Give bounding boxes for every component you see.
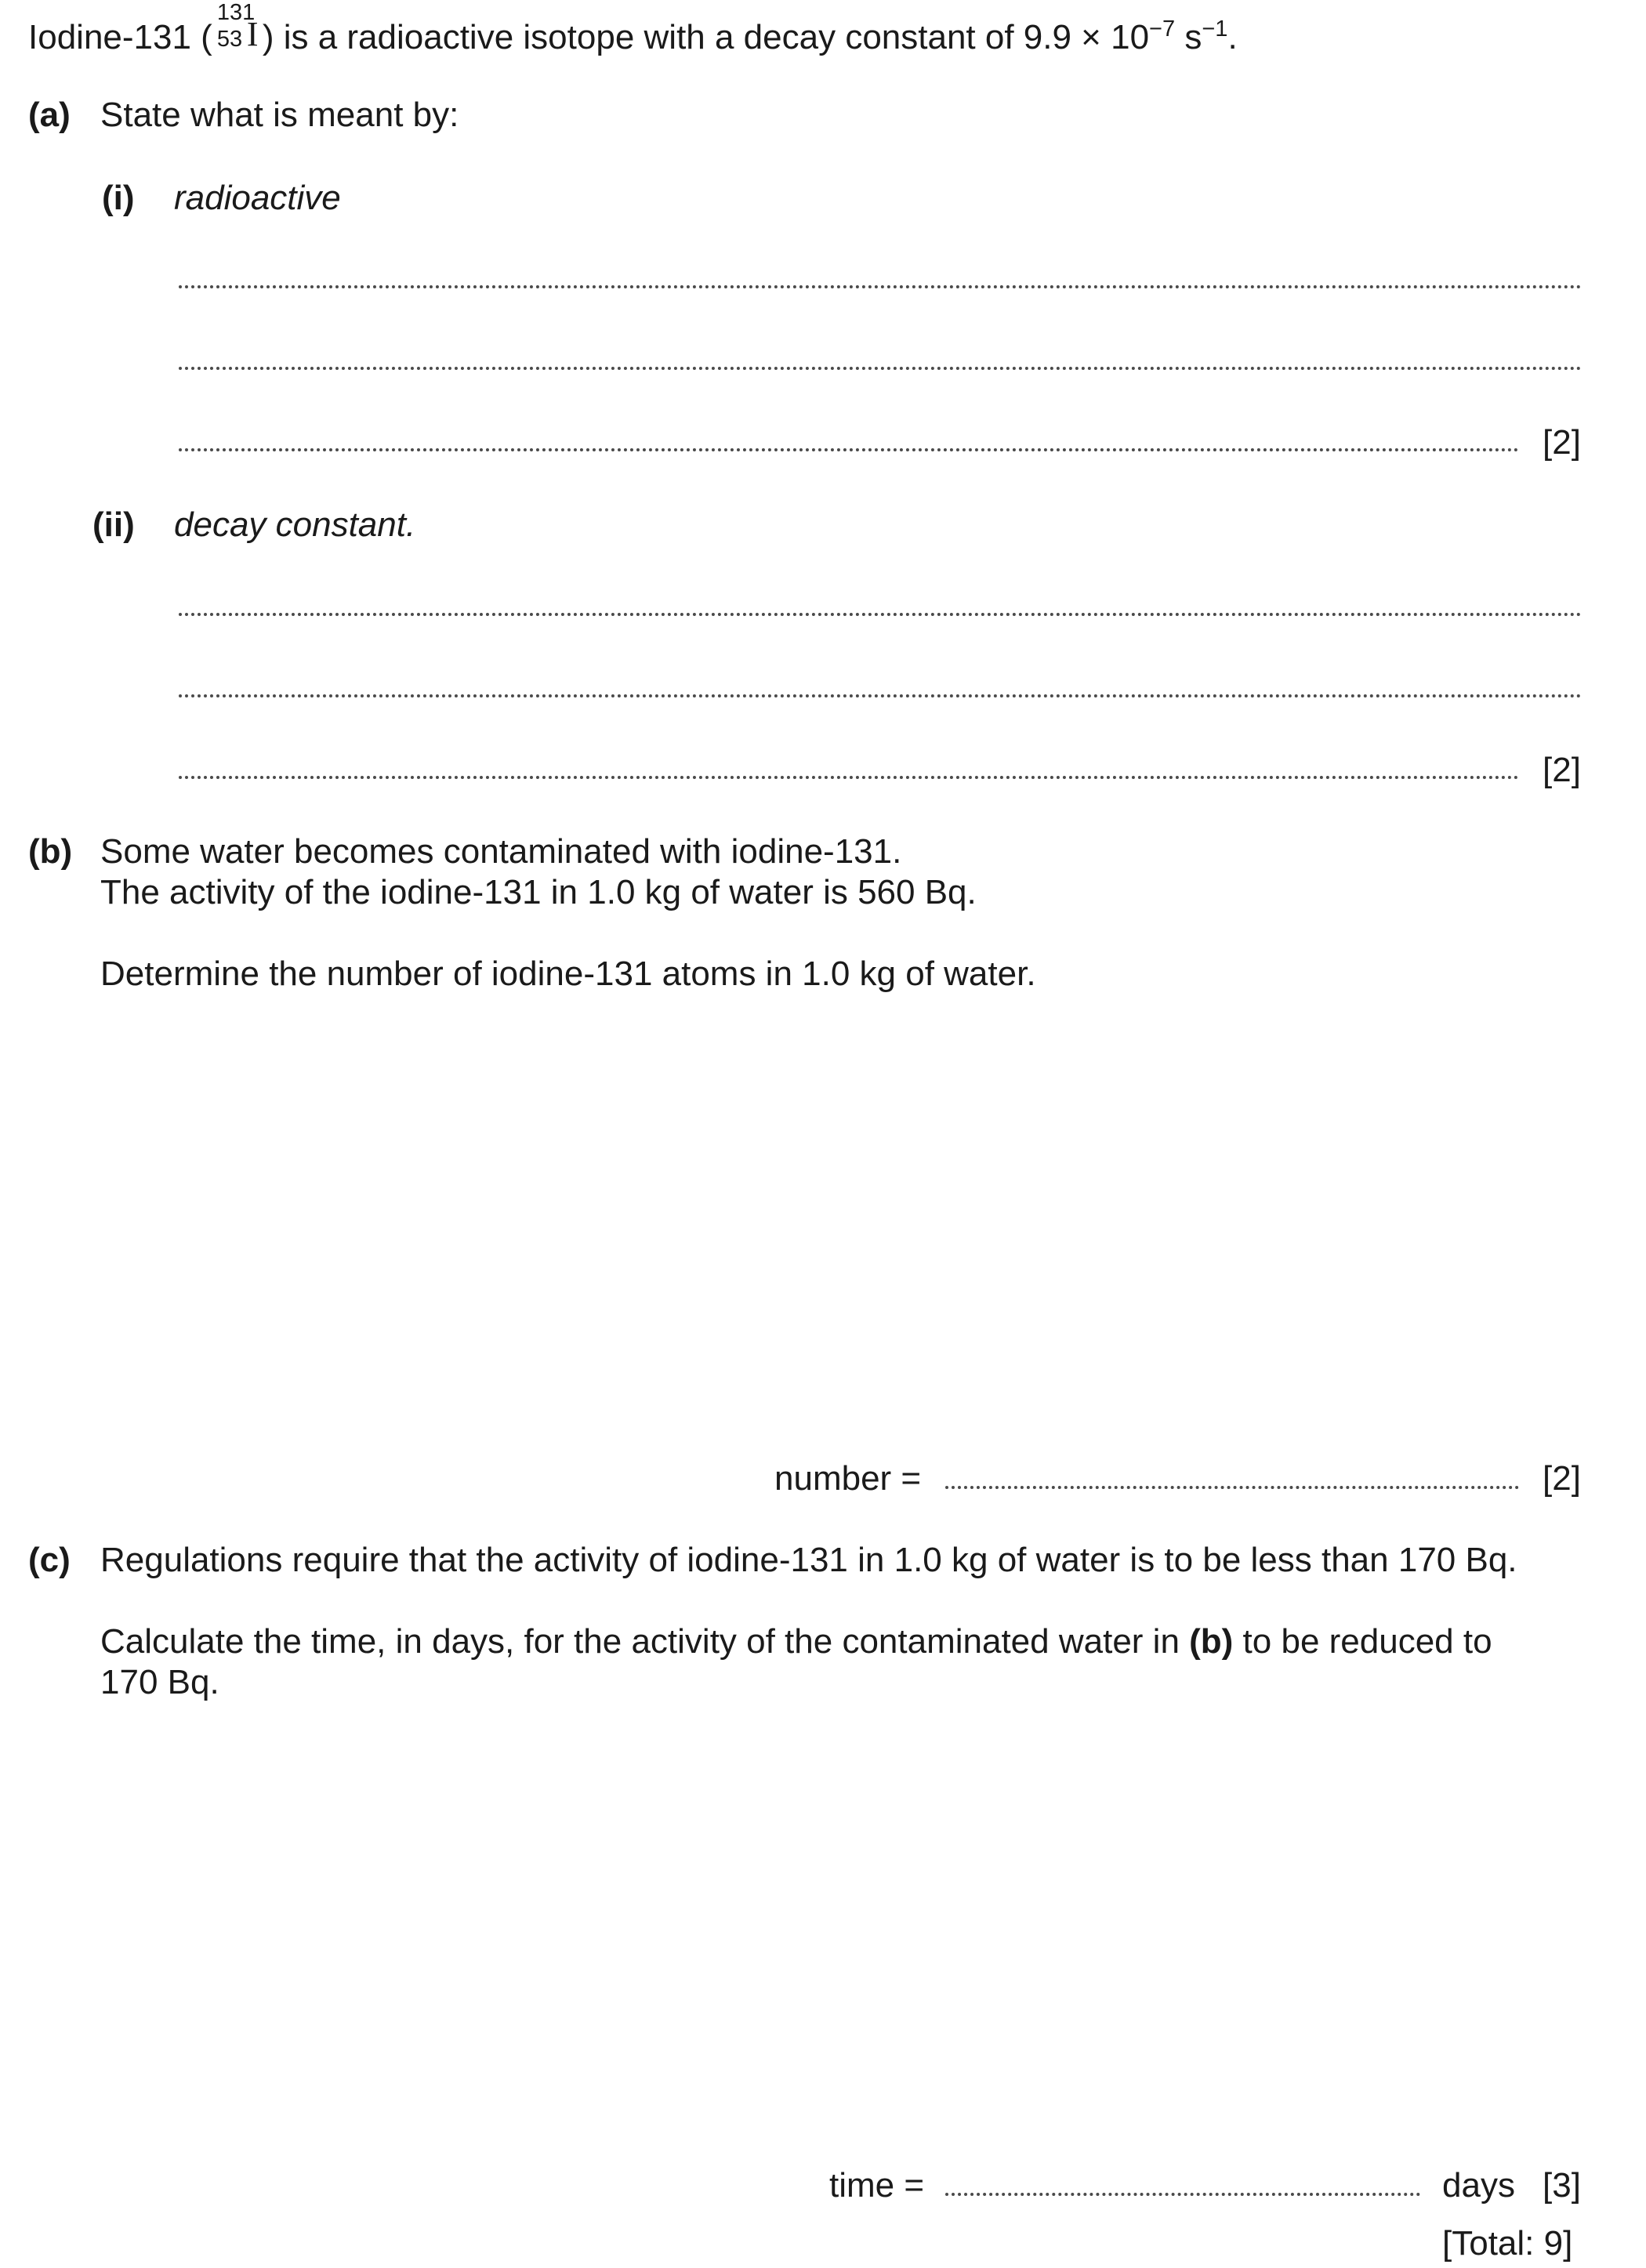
time-answer-label: time =: [829, 2166, 925, 2205]
answer-line[interactable]: [179, 776, 1519, 779]
part-a-ii-text: decay constant.: [174, 505, 416, 544]
exponent: −7: [1149, 16, 1176, 42]
answer-line[interactable]: [179, 448, 1519, 451]
part-a-text: State what is meant by:: [100, 96, 459, 134]
element-symbol: I: [246, 15, 259, 53]
part-c-instruction-line2: 170 Bq.: [100, 1663, 219, 1701]
part-b-line2: The activity of the iodine-131 in 1.0 kg of water is 560 Bq.: [100, 873, 977, 911]
intro-text-cont: ) is a radioactive isotope with a decay constant of 9.9 × 10: [262, 18, 1150, 56]
mass-number: 131: [216, 0, 256, 25]
intro-end: .: [1227, 18, 1238, 56]
part-b-instruction: Determine the number of iodine-131 atoms in 1.0 kg of water.: [100, 955, 1036, 993]
part-reference: (b): [1189, 1622, 1234, 1661]
part-b-line1: Some water becomes contaminated with iodine-131.: [100, 832, 902, 871]
marks-a-ii: [2]: [1543, 751, 1581, 789]
part-a-label: (a): [28, 96, 71, 134]
answer-line[interactable]: [179, 613, 1582, 616]
atomic-number: 53: [216, 27, 243, 52]
marks-a-i: [2]: [1543, 423, 1581, 462]
part-a-ii-label: (ii): [92, 505, 135, 544]
answer-line[interactable]: [179, 367, 1582, 370]
exponent-unit: −1: [1202, 16, 1228, 42]
question-intro: [28, 0, 1238, 57]
intro-text: Iodine-131 (: [28, 18, 212, 56]
iodine-nuclide-notation: [212, 0, 263, 53]
number-answer-label: number =: [774, 1459, 922, 1498]
marks-c: [3]: [1543, 2166, 1581, 2205]
part-a-i-label: (i): [102, 179, 135, 217]
unit: s: [1175, 18, 1202, 56]
instruction-text: Calculate the time, in days, for the activity of the contaminated water in: [100, 1622, 1190, 1661]
time-answer-line[interactable]: [945, 2193, 1420, 2196]
total-marks: [Total: 9]: [1442, 2224, 1573, 2263]
answer-line[interactable]: [179, 285, 1582, 288]
part-a-i-text: radioactive: [174, 179, 341, 217]
number-answer-line[interactable]: [945, 1486, 1519, 1489]
part-c-line1: Regulations require that the activity of iodine-131 in 1.0 kg of water is to be less than 170 Bq.: [100, 1541, 1517, 1579]
time-unit: days: [1442, 2166, 1515, 2205]
part-c-instruction: [100, 1622, 1492, 1661]
instruction-text-end: to be reduced to: [1233, 1622, 1492, 1661]
part-b-label: (b): [28, 832, 73, 871]
part-c-label: (c): [28, 1541, 71, 1579]
answer-line[interactable]: [179, 694, 1582, 697]
marks-b: [2]: [1543, 1459, 1581, 1498]
